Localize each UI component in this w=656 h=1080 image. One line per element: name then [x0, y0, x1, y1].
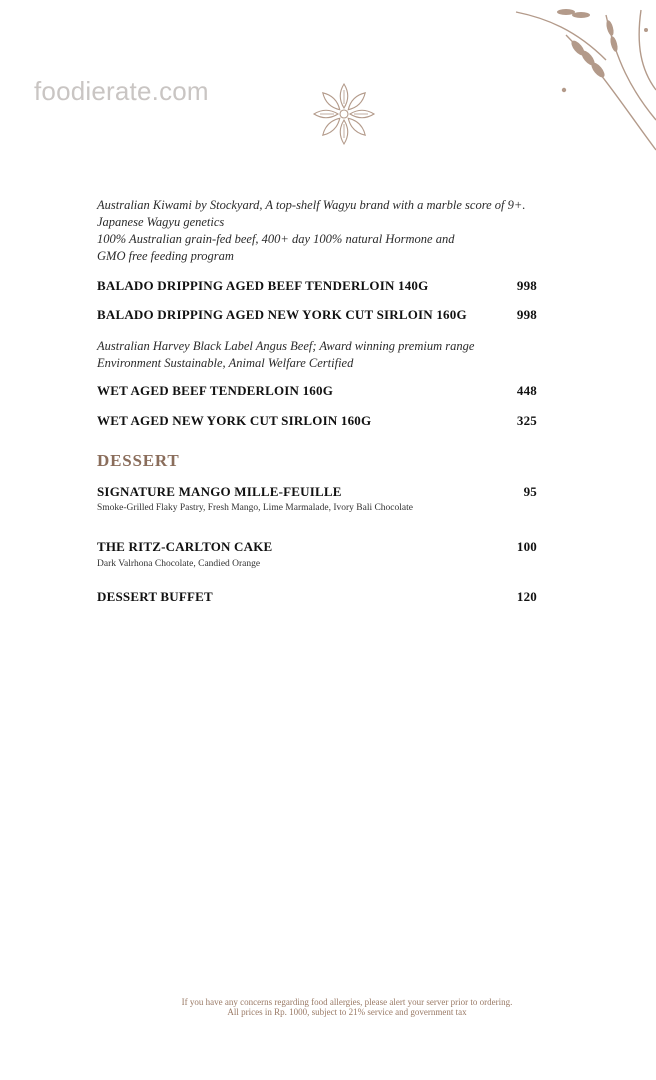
angus-note-line: Environment Sustainable, Animal Welfare Certified	[97, 356, 354, 370]
menu-item-name: BALADO DRIPPING AGED BEEF TENDERLOIN 140G	[97, 278, 429, 293]
footer-line: All prices in Rp. 1000, subject to 21% service and government tax	[227, 1007, 467, 1017]
menu-item-name: BALADO DRIPPING AGED NEW YORK CUT SIRLOIN 160G	[97, 307, 467, 322]
menu-item	[97, 413, 537, 429]
wagyu-description	[97, 197, 537, 265]
menu-item-price: 998	[516, 307, 537, 322]
menu-item-price: 95	[523, 484, 537, 499]
menu-item-name: WET AGED NEW YORK CUT SIRLOIN 160G	[97, 413, 372, 428]
menu-item-description: Dark Valrhona Chocolate, Candied Orange	[97, 559, 261, 569]
angus-description	[97, 338, 537, 372]
menu-item-name: THE RITZ-CARLTON CAKE	[97, 539, 273, 554]
menu-item-price: 100	[516, 539, 537, 554]
wagyu-note-line: GMO free feeding program	[97, 249, 234, 263]
menu-item-price: 998	[516, 278, 537, 293]
mandala-flower-icon	[310, 80, 378, 148]
menu-item-price: 120	[516, 589, 537, 604]
menu-item-name: WET AGED BEEF TENDERLOIN 160G	[97, 383, 334, 398]
menu-item-price: 448	[516, 383, 537, 398]
leaf-branch-ornament-icon	[506, 0, 656, 155]
menu-item	[97, 589, 537, 605]
watermark-text: foodierate.com	[34, 76, 209, 106]
menu-item	[97, 383, 537, 399]
wagyu-note-line: 100% Australian grain-fed beef, 400+ day 100% natural Hormone and	[97, 232, 455, 246]
menu-item	[97, 484, 537, 500]
menu-item	[97, 539, 537, 555]
menu-item-description: Smoke-Grilled Flaky Pastry, Fresh Mango, Lime Marmalade, Ivory Bali Chocolate	[97, 503, 413, 513]
menu-item-name: SIGNATURE MANGO MILLE-FEUILLE	[97, 484, 342, 499]
footer-line: If you have any concerns regarding food allergies, please alert your server prior to ordering.	[181, 997, 513, 1007]
footer-note	[0, 997, 656, 1017]
angus-note-line: Australian Harvey Black Label Angus Beef; Award winning premium range	[97, 339, 475, 353]
wagyu-note-line: Australian Kiwami by Stockyard, A top-shelf Wagyu brand with a marble score of 9+.	[97, 198, 526, 212]
menu-item-price: 325	[516, 413, 537, 428]
menu-item-name: DESSERT BUFFET	[97, 589, 213, 604]
menu-item	[97, 307, 537, 323]
wagyu-note-line: Japanese Wagyu genetics	[97, 215, 225, 229]
menu-item	[97, 278, 537, 294]
dessert-section-title: DESSERT	[97, 451, 180, 470]
